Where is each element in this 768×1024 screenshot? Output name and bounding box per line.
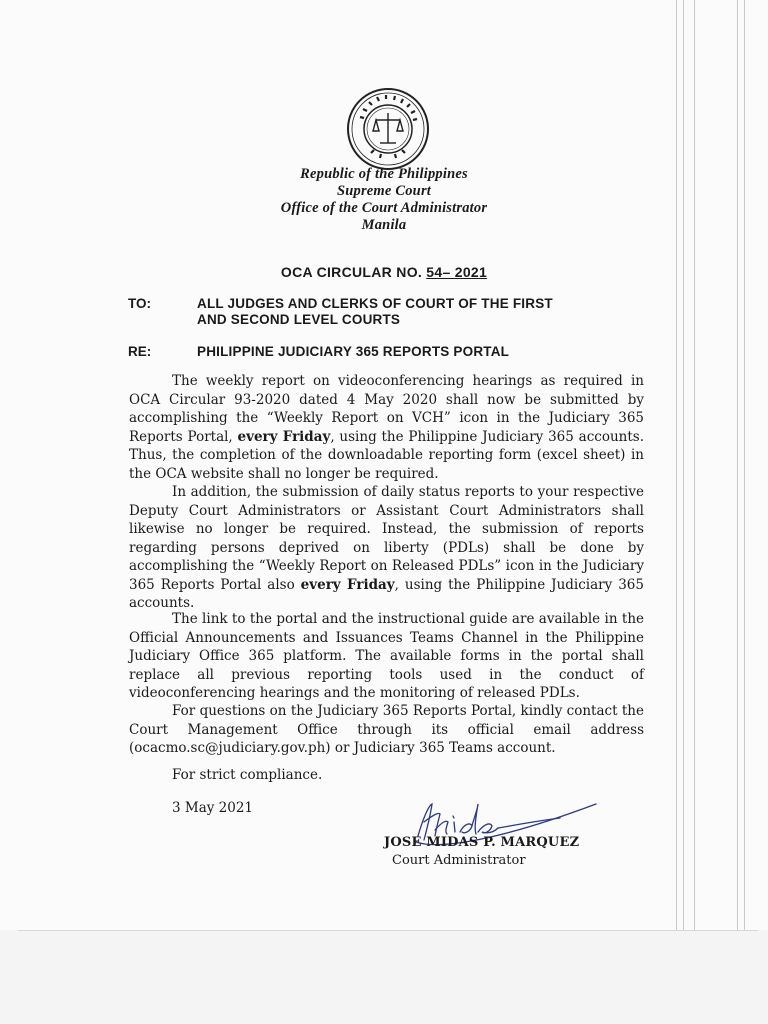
to-value	[197, 296, 647, 328]
paragraph-text: For questions on the Judiciary 365 Reports Portal, kindly contact the Court Management Office through its official email address (ocacmo.sc@judiciary.gov.ph) or Judiciary 365 Teams account.	[129, 703, 644, 756]
to-value-line: ALL JUDGES AND CLERKS OF COURT OF THE FIRST	[197, 296, 553, 311]
scan-edge-line	[694, 0, 695, 930]
paragraph-text: The weekly report on videoconferencing hearings as required in OCA Circular 93-2020 dated 4 May 2020 shall now be submitted by accomplishing the “Weekly Report on VCH” icon in the Judiciary 365 Reports Portal,	[129, 373, 644, 445]
scan-edge-line	[676, 0, 677, 930]
letterhead-city: Manila	[361, 217, 407, 233]
court-seal-icon	[346, 87, 430, 171]
circular-number-value: 54– 2021	[426, 264, 488, 280]
re-value: PHILIPPINE JUDICIARY 365 REPORTS PORTAL	[197, 344, 510, 359]
to-value-line: AND SECOND LEVEL COURTS	[197, 312, 401, 327]
paragraph-text: , using the Philippine Judiciary 365 accounts. Thus, the completion of the downloadable reporting form (excel sheet) in the OCA website shall no longer be required.	[129, 428, 644, 482]
paragraph-text: The link to the portal and the instructional guide are available in the Official Announcements and Issuances Teams Channel in the Philippine Judiciary Office 365 platform. The available forms in the portal shall replace all previous reporting tools used in the conduct of videoconferencing hearings and the monitoring of released PDLs.	[129, 611, 644, 701]
document-date: 3 May 2021	[172, 800, 254, 816]
closing-line: For strict compliance.	[172, 767, 323, 783]
re-label: RE:	[128, 344, 152, 359]
paragraph-text: , using the Philippine Judiciary 365 accounts.	[129, 576, 644, 611]
letterhead	[0, 166, 768, 234]
emphasis-text: every Friday	[237, 428, 331, 445]
body-paragraph-1	[129, 372, 644, 483]
circular-label: OCA CIRCULAR NO.	[280, 264, 423, 280]
letterhead-office: Office of the Court Administrator	[280, 200, 488, 216]
page-bottom-edge	[18, 930, 758, 931]
scan-edge-line	[737, 0, 738, 930]
scan-edge-line	[744, 0, 745, 930]
emphasis-text: every Friday	[300, 576, 395, 593]
signatory-title: Court Administrator	[392, 853, 526, 868]
scan-edge-line	[683, 0, 684, 930]
body-paragraph-2	[129, 483, 644, 613]
body-paragraph-3	[129, 610, 644, 703]
signatory-name: JOSE MIDAS P. MARQUEZ	[384, 835, 580, 850]
letterhead-court: Supreme Court	[336, 183, 432, 199]
body-paragraph-4	[129, 702, 644, 758]
letterhead-republic: Republic of the Philippines	[300, 166, 468, 182]
to-label: TO:	[128, 296, 151, 311]
circular-number	[0, 264, 768, 280]
paragraph-text: In addition, the submission of daily status reports to your respective Deputy Court Administrators or Assistant Court Administrators shall likewise no longer be required. Instead, the submission of reports regarding persons deprived on liberty (PDLs) shall be done by accomplishing the “Weekly Report on Released PDLs” icon in the Judiciary 365 Reports Portal also	[129, 484, 644, 593]
